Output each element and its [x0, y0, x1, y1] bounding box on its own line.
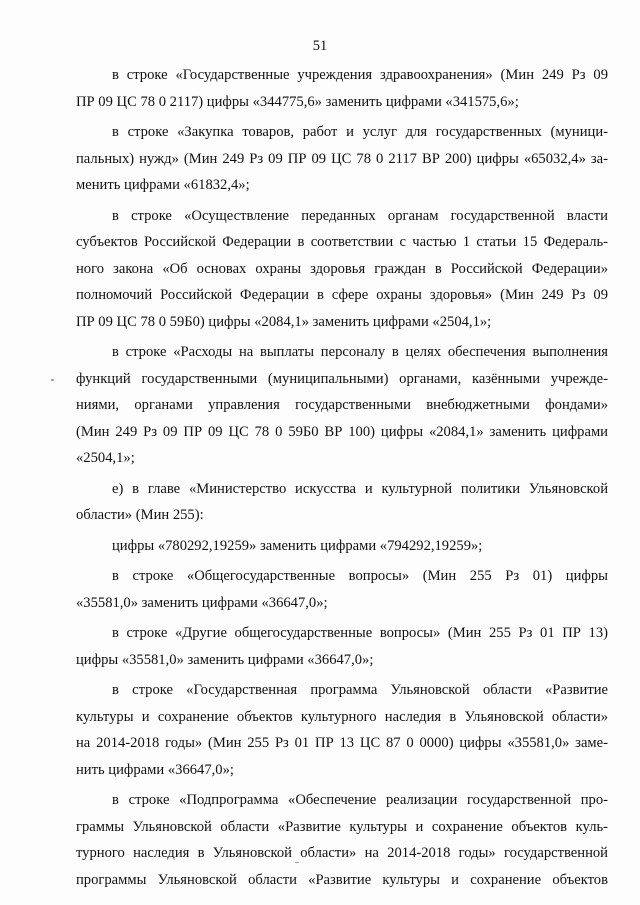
text-line: в строке «Другие общегосударственные вопросы» (Мин 255 Рз 01 ПР 13): [112, 625, 608, 641]
text-line: «2504,1»;: [76, 450, 135, 466]
page-number: 51: [312, 38, 328, 54]
text-line: нить цифрами «36647,0»;: [76, 761, 234, 778]
text-line: в строке «Расходы на выплаты персоналу в целях обеспечения выполнения: [112, 344, 608, 360]
scan-speck: [51, 379, 54, 381]
text-line: граммы Ульяновской области «Развитие культуры и сохранение объектов куль-: [76, 818, 608, 835]
text-line: области» (Мин 255):: [76, 507, 204, 523]
text-line: в строке «Подпрограмма «Обеспечение реализации государственной про-: [112, 792, 608, 808]
text-line: пальных) нужд» (Мин 249 Рз 09 ПР 09 ЦС 78 0 2117 ВР 200) цифры «65032,4» за-: [76, 150, 608, 167]
document-body: [76, 62, 608, 893]
text-line: турного наследия в Ульяновской области» на 2014-2018 годы» государственной: [76, 845, 608, 861]
text-line: субъектов Российской Федерации в соответствии с частью 1 статьи 15 Федераль-: [76, 234, 608, 250]
text-line: ПР 09 ЦС 78 0 59Б0) цифры «2084,1» заменить цифрами «2504,1»;: [76, 313, 492, 330]
text-line: ниями, органами управления государственными внебюджетными фондами»: [76, 397, 608, 413]
text-line: цифры «35581,0» заменить цифрами «36647,0»;: [76, 651, 374, 668]
text-line: (Мин 249 Рз 09 ПР 09 ЦС 78 0 59Б0 ВР 100) цифры «2084,1» заменить цифрами: [76, 423, 608, 440]
text-line: е) в главе «Министерство искусства и культурной политики Ульяновской: [112, 480, 608, 497]
text-line: в строке «Общегосударственные вопросы» (Мин 255 Рз 01) цифры: [112, 568, 608, 584]
text-line: в строке «Осуществление переданных органам государственной власти: [112, 207, 608, 224]
text-line: ного закона «Об основах охраны здоровья граждан в Российской Федерации»: [76, 260, 608, 277]
text-line: полномочий Российской Федерации в сфере охраны здоровья» (Мин 249 Рз 09: [76, 287, 608, 303]
text-line: на 2014-2018 годы» (Мин 255 Рз 01 ПР 13 ЦС 87 0 0000) цифры «35581,0» заме-: [76, 735, 608, 751]
text-line: в строке «Государственные учреждения здравоохранения» (Мин 249 Рз 09: [112, 67, 608, 83]
text-line: программы Ульяновской области «Развитие культуры и сохранение объектов: [76, 871, 608, 888]
text-line: в строке «Закупка товаров, работ и услуг для государственных (муници-: [112, 124, 608, 140]
text-line: «35581,0» заменить цифрами «36647,0»;: [76, 594, 328, 611]
text-line: менить цифрами «61832,4»;: [76, 177, 250, 193]
text-line: ПР 09 ЦС 78 0 2117) цифры «344775,6» заменить цифрами «341575,6»;: [76, 93, 519, 110]
scan-speck: [295, 862, 299, 863]
text-line: культуры и сохранение объектов культурного наследия в Ульяновской области»: [76, 708, 608, 725]
text-line: функций государственными (муниципальными) органами, казёнными учрежде-: [76, 370, 608, 387]
text-line: в строке «Государственная программа Ульяновской области «Развитие: [112, 682, 608, 698]
text-line: цифры «780292,19259» заменить цифрами «794292,19259»;: [112, 537, 483, 554]
